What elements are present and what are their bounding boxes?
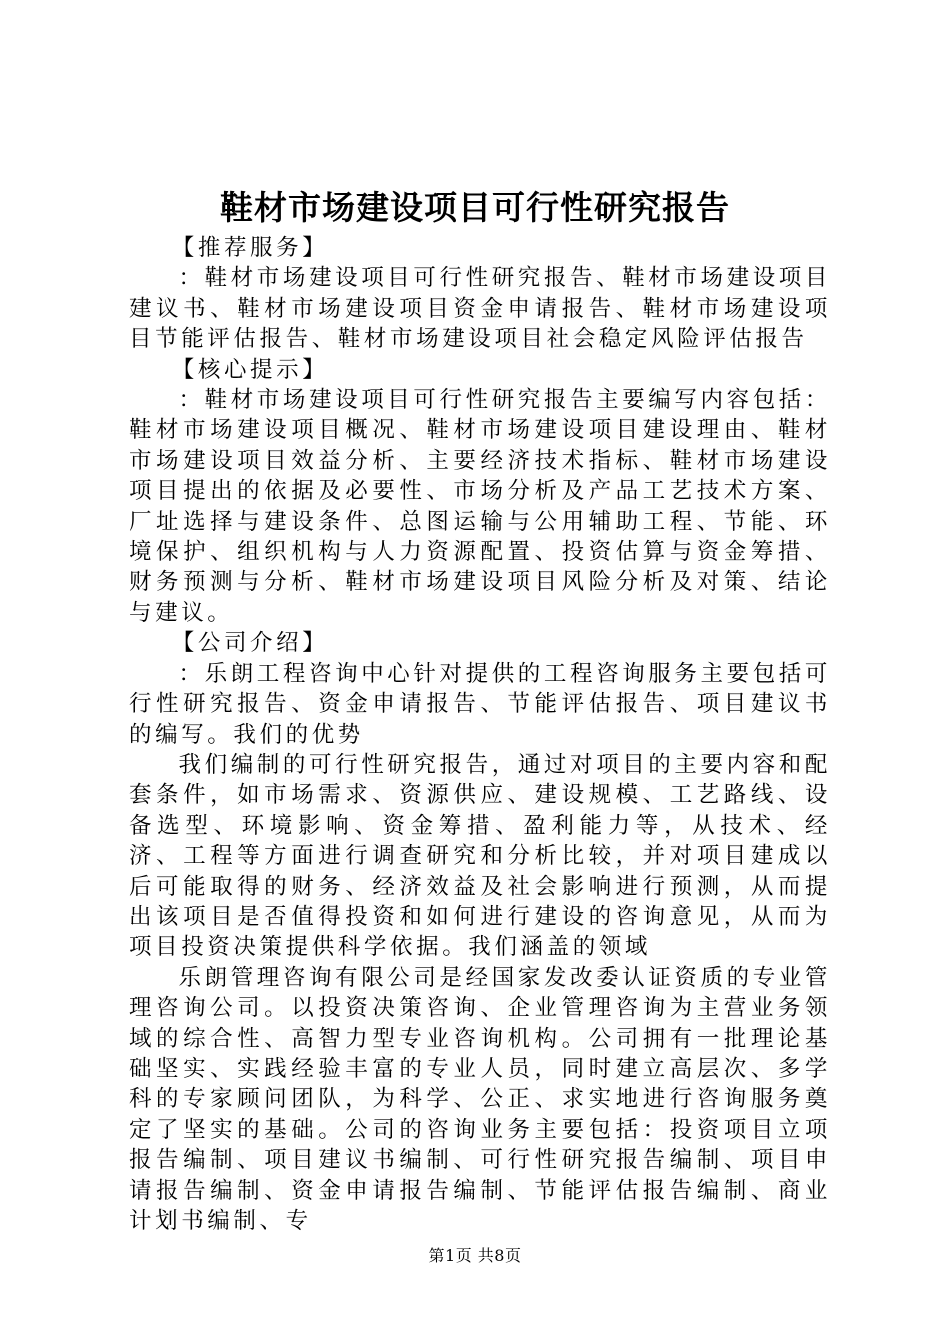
- section-heading-recommended-services: 【推荐服务】: [171, 235, 329, 261]
- section-heading-core-tips: 【核心提示】: [171, 356, 329, 383]
- section-heading-company-intro: 【公司介绍】: [171, 630, 329, 657]
- document-body: [129, 233, 831, 1236]
- paragraph-our-advantages: 我们编制的可行性研究报告，通过对项目的主要内容和配套条件，如市场需求、资源供应、建设规模、工艺路线、设备选型、环境影响、资金筹措、盈利能力等，从技术、经济、工程等方面进行调查研究和分析比较，并对项目建成以后可能取得的财务、经济效益及社会影响进行预测，从而提出该项目是否值得投资和如何进行建设的咨询意见，从而为项目投资决策提供科学依据。我们涵盖的领域: [129, 751, 832, 961]
- paragraph-company-profile: 乐朗管理咨询有限公司是经国家发改委认证资质的专业管理咨询公司。以投资决策咨询、企业管理咨询为主营业务领域的综合性、高智力型专业咨询机构。公司拥有一批理论基础坚实、实践经验丰富的专业人员，同时建立高层次、多学科的专家顾问团队，为科学、公正、求实地进行咨询服务奠定了坚实的基础。公司的咨询业务主要包括：投资项目立项报告编制、项目建议书编制、可行性研究报告编制、项目申请报告编制、资金申请报告编制、节能评估报告编制、商业计划书编制、专: [129, 964, 832, 1234]
- paragraph-company-intro: ：乐朗工程咨询中心针对提供的工程咨询服务主要包括可行性研究报告、资金申请报告、节能评估报告、项目建议书的编写。我们的优势: [129, 660, 832, 748]
- paragraph-recommended-services: ：鞋材市场建设项目可行性研究报告、鞋材市场建设项目建议书、鞋材市场建设项目资金申请报告、鞋材市场建设项目节能评估报告、鞋材市场建设项目社会稳定风险评估报告: [129, 265, 832, 353]
- page-number-footer: 第1页 共8页: [428, 1246, 522, 1265]
- document-title: 鞋材市场建设项目可行性研究报告: [220, 188, 730, 227]
- paragraph-core-tips: ：鞋材市场建设项目可行性研究报告主要编写内容包括：鞋材市场建设项目概况、鞋材市场建设项目建设理由、鞋材市场建设项目效益分析、主要经济技术指标、鞋材市场建设项目提出的依据及必要性、市场分析及产品工艺技术方案、厂址选择与建设条件、总图运输与公用辅助工程、节能、环境保护、组织机构与人力资源配置、投资估算与资金筹措、财务预测与分析、鞋材市场建设项目风险分析及对策、结论与建议。: [129, 387, 832, 626]
